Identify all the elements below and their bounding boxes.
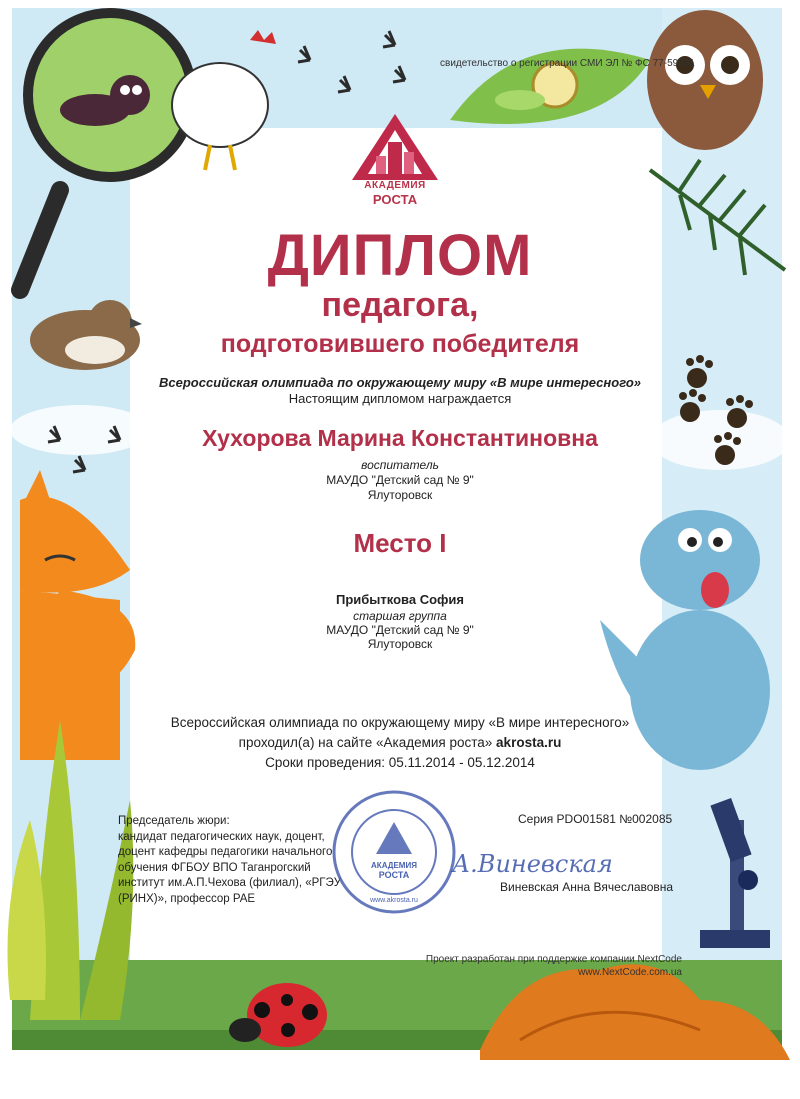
jury-line: обучения ФГБОУ ВПО Таганрогский: [118, 861, 311, 874]
jury-line: институт им.А.П.Чехова (филиал), «РГЭУ: [118, 877, 342, 889]
series-number: Серия PDO01581 №002085: [518, 812, 673, 826]
olympiad-name: Всероссийская олимпиада по окружающему миру «В мире интересного»: [159, 375, 641, 390]
footer-line1: Проект разработан при поддержке компании NextCode: [425, 954, 682, 965]
stamp-logo-line2: РОСТА: [378, 870, 410, 880]
owl-icon: [647, 10, 763, 150]
diploma-title: ДИПЛОМ: [267, 223, 533, 288]
footer-credit: [426, 953, 682, 979]
event-info-line2: [0, 733, 800, 753]
sky-right: [662, 8, 782, 1008]
awarded-text: Настоящим дипломом награждается: [288, 391, 512, 406]
student-organization: МАУДО "Детский сад № 9": [326, 623, 474, 637]
signer-name: Виневская Анна Вячеславовна: [500, 880, 674, 894]
student-group: старшая группа: [353, 609, 447, 623]
jury-line: (РИНХ)», профессор РАЕ: [118, 892, 256, 905]
jury-line: кандидат педагогических наук, доцент,: [118, 830, 325, 843]
teacher-position: воспитатель: [361, 458, 439, 472]
footer-line2: www.NextCode.com.ua: [578, 967, 682, 978]
registration-note: свидетельство о регистрации СМИ ЭЛ № ФС 77-59831: [440, 58, 695, 69]
student-city: Ялуторовск: [367, 637, 433, 651]
event-info: [0, 713, 800, 773]
logo-text-line2: РОСТА: [372, 192, 418, 207]
student-name: Прибыткова София: [336, 592, 464, 607]
diploma-subtitle-2: подготовившего победителя: [220, 330, 580, 358]
stamp-site: www.akrosta.ru: [370, 897, 418, 904]
diploma-subtitle: педагога,: [321, 286, 479, 324]
logo-text-line1: АКАДЕМИЯ: [364, 180, 426, 191]
akademiya-rosta-logo-icon: [350, 112, 440, 182]
jury-line: Председатель жюри:: [118, 815, 230, 827]
jury-line: доцент кафедры педагогики начального: [118, 846, 333, 858]
place-award: Место I: [353, 528, 447, 558]
signature: А.Виневская: [452, 850, 613, 878]
official-stamp-icon: [330, 788, 458, 916]
stamp-logo-line1: АКАДЕМИЯ: [371, 861, 417, 870]
event-info-line1: Всероссийская олимпиада по окружающему миру «В мире интересного»: [170, 715, 630, 730]
teacher-name: Хухорова Марина Константиновна: [202, 425, 598, 451]
event-site-link: akrosta.ru: [496, 735, 562, 750]
teacher-city: Ялуторовск: [367, 488, 433, 502]
teacher-organization: МАУДО "Детский сад № 9": [326, 473, 474, 487]
event-info-line2-prefix: проходил(а) на сайте «Академия роста»: [238, 735, 497, 750]
event-dates: Сроки проведения: 05.11.2014 - 05.12.2014: [265, 755, 535, 770]
